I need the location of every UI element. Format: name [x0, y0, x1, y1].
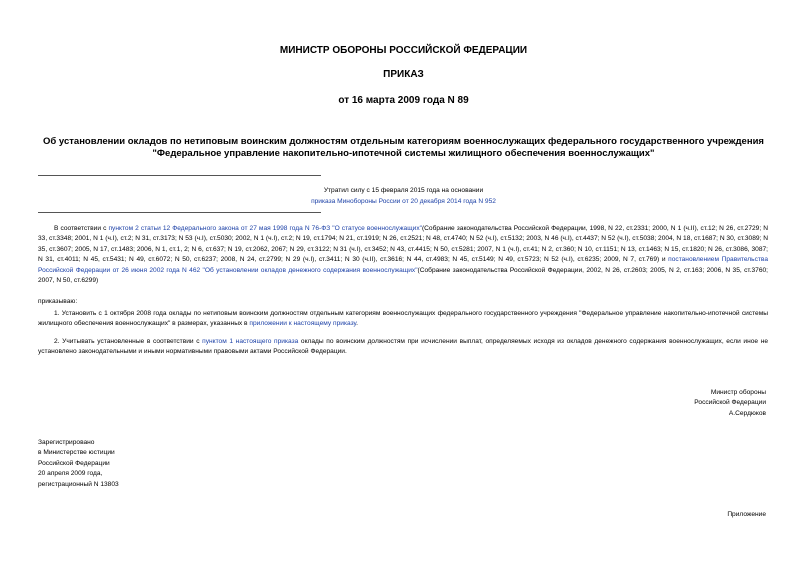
order-word: приказываю:: [38, 298, 78, 305]
appendix-label: Приложение: [727, 511, 766, 518]
subject-line-1: Об установлении окладов по нетиповым воинским должностям отдельным категориям военнослужащих федерального государственного учреждения: [43, 136, 764, 147]
void-notice: [0, 185, 807, 207]
registration-line-2: в Министерстве юстиции: [38, 449, 115, 457]
void-order-link[interactable]: приказа Минобороны России от 20 декабря 2014 года N 952: [311, 198, 496, 205]
registration-block: [38, 438, 119, 490]
item-1-paragraph: [38, 309, 768, 330]
divider-top: [38, 175, 321, 176]
void-notice-text: Утратил силу с 15 февраля 2015 года на основании: [323, 187, 484, 194]
item-1-text: 1. Установить с 1 октября 2008 года оклады по нетиповым воинским должностям отдельным категориям военнослужащих федерального государственного учреждения "Федеральное управление накопительно-ипотечной системы жилищного обеспечения военнослужащих" в размерах, указанных в: [38, 310, 768, 328]
subject-line-2: "Федеральное управление накопительно-ипотечной системы жилищного обеспечения военнослужащих": [152, 148, 655, 159]
signature-name: А.Сердюков: [728, 409, 766, 417]
item-2-paragraph: [38, 337, 768, 358]
divider-bottom: [38, 212, 321, 213]
basis-paragraph: [38, 224, 768, 286]
item-2-text-rest: оклады по воинским должностям при исчислении выплат, определяемых исходя из окладов денежного содержания военнослужащих, если иное не установлено законодательными и иными нормативными правовыми актами Российской Федерации.: [38, 338, 769, 356]
basis-text-1: В соответствии с: [54, 225, 109, 232]
item-2-text: 2. Учитывать установленные в соответствии с: [54, 338, 203, 345]
registration-date: 20 апреля 2009 года,: [38, 470, 103, 478]
basis-text-3: (Собрание законодательства Российской Федерации, 2002, N 26, ст.2603; 2005, N 2, ст.163; 2006, N 35, ст.3760; 2007, N 50, ст.6299): [38, 266, 768, 285]
item-1-reference-link[interactable]: пунктом 1 настоящего приказа: [202, 338, 299, 345]
signature-country: Российской Федерации: [694, 399, 766, 407]
registration-number: регистрационный N 13803: [38, 480, 119, 488]
item-1-end: .: [356, 320, 358, 328]
registration-line-1: Зарегистрировано: [38, 439, 95, 446]
document-subject: [0, 136, 807, 160]
signature-block: [694, 388, 766, 419]
signature-title: Министр обороны: [710, 389, 766, 396]
document-type: ПРИКАЗ: [383, 69, 424, 80]
document-date-number: от 16 марта 2009 года N 89: [338, 95, 469, 106]
basis-text-2: (Собрание законодательства Российской Федерации, 1998, N 22, ст.2331; 2000, N 1 (ч.II), ст.12; N 26, ст.2729; N 33, ст.3348; 2001, N 1 (ч.I), ст.2; N 31, ст.3173; N 53 (ч.I), ст.5030; 2002, N 1 (ч.I), ст.2; N 19, ст.1794; N 21, ст.1919; N 26, ст.2521; N 48, ст.4740; N 52 (ч.I), ст.5132; 2003, N 46 (ч.I), ст.4437; N 52 (ч.I), ст.5038; 2004, N 18, ст.1687; N 30, ст.3089; N 35, ст.3607; 2005, N 17, ст.1483; 2006, N 1, ст.1, 2; N 6, ст.637; N 19, ст.2062, 2067; N 29, ст.3122; N 31 (ч.I), ст.3452; N 43, ст.4415; N 50, ст.5281; 2007, N 1 (ч.I), ст.41; N 2, ст.360; N 10, ст.1151; N 13, ст.1463; N 15, ст.1820; N 26, ст.3086, 3087; N 31, ст.4011; N 45, ст.5431; N 49, ст.6072; N 50, ст.6237; 2008, N 24, ст.2799; N 29 (ч.I), ст.3411; N 30 (ч.II), ст.3616; N 44, ст.4983; N 45, ст.5149; N 49, ст.5723; N 52 (ч.I), ст.6235; 2009, N 7, ст.769) и: [38, 225, 768, 264]
ministry-heading: МИНИСТР ОБОРОНЫ РОССИЙСКОЙ ФЕДЕРАЦИИ: [279, 45, 528, 56]
appendix-link[interactable]: приложении к настоящему приказу: [249, 320, 357, 328]
government-decree-link[interactable]: постановлением Правительства Российской Федерации от 26 июня 2002 года N 462 "Об установлении окладов денежного содержания военнослужащих": [38, 256, 768, 274]
registration-line-3: Российской Федерации: [38, 459, 110, 467]
federal-law-link[interactable]: пунктом 2 статьи 12 Федерального закона от 27 мая 1998 года N 76-ФЗ "О статусе военнослужащих": [108, 225, 422, 232]
